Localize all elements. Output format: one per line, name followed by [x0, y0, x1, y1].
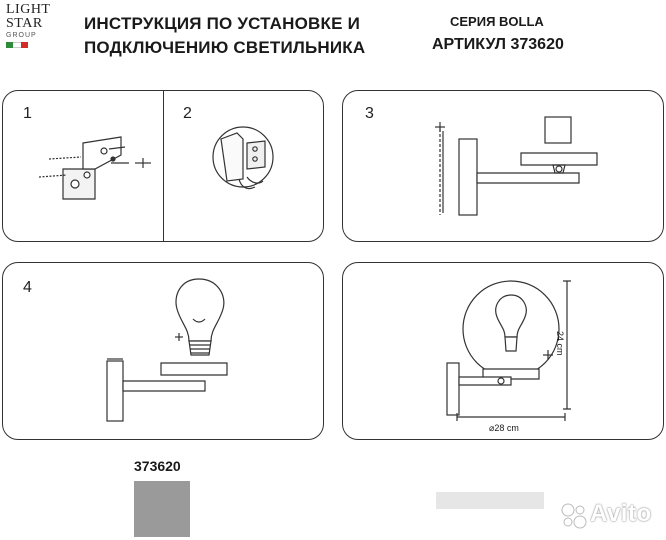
screwdriver-icon [135, 158, 151, 168]
watermark-text: Avito [590, 500, 652, 527]
blurred-caption [436, 492, 544, 509]
step-5-panel [342, 262, 664, 440]
terminal-block-icon [213, 127, 273, 189]
arm-icon [477, 173, 579, 183]
avito-dots-icon [560, 502, 588, 530]
step-4-illustration [3, 263, 325, 441]
logo-line-1: LIGHT [6, 2, 51, 17]
step-1-2-illustration [3, 91, 325, 243]
page-title-line-2: ПОДКЛЮЧЕНИЮ СВЕТИЛЬНИКА [84, 38, 366, 57]
lamp-holder-icon [161, 363, 227, 375]
arm-icon [123, 381, 205, 391]
lamp-holder-icon [521, 153, 597, 165]
italian-flag-icon [6, 42, 28, 48]
product-code: 373620 [134, 458, 181, 474]
step-number-3: 3 [365, 105, 374, 122]
wall-base-icon [107, 361, 123, 421]
step-5-illustration [343, 263, 665, 441]
brand-logo [6, 3, 56, 69]
screw-symbol-icon [175, 333, 183, 341]
step-3-illustration [343, 91, 665, 243]
wall-base-icon [459, 139, 477, 215]
screw-symbol-icon [435, 122, 445, 132]
steps-1-2-panel [2, 90, 324, 242]
step-number-2: 2 [183, 105, 192, 122]
series-label: СЕРИЯ BOLLA [450, 14, 544, 29]
color-swatch [134, 481, 190, 537]
page-title-line-1: ИНСТРУКЦИЯ ПО УСТАНОВКЕ И [84, 14, 360, 33]
step-3-panel [342, 90, 664, 242]
light-bulb-icon [176, 279, 224, 341]
wall-base-icon [447, 363, 459, 415]
logo-line-3: GROUP [6, 32, 37, 39]
step-number-1: 1 [23, 105, 32, 122]
avito-watermark [560, 498, 664, 534]
diameter-dimension-label: ⌀28 cm [489, 423, 519, 433]
step-number-4: 4 [23, 279, 32, 296]
step-4-panel [2, 262, 324, 440]
mounting-bracket-icon [39, 137, 129, 199]
article-label: АРТИКУЛ 373620 [432, 36, 564, 53]
page-title [84, 12, 365, 60]
logo-line-2: STAR [6, 16, 43, 31]
height-dimension-label: 24 cm [555, 331, 565, 356]
